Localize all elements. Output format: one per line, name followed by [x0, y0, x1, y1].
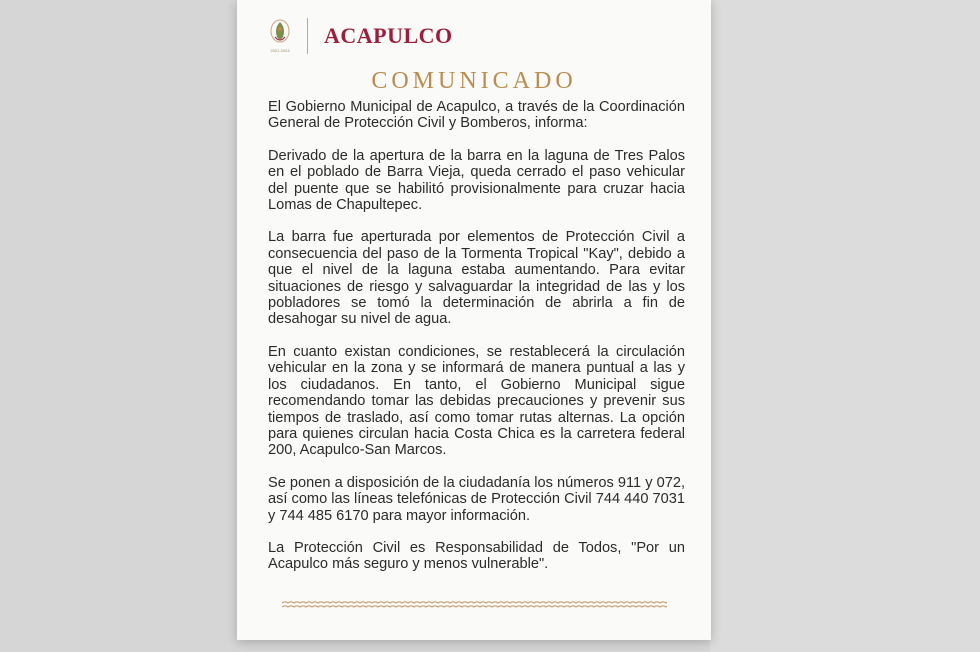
- document-header: [267, 16, 453, 56]
- paragraph-contact: Se ponen a disposición de la ciudadanía los números 911 y 072, así como las líneas telefónicas de Protección Civil 744 440 7031 y 744 485 6170 para mayor información.: [268, 474, 685, 524]
- document-sheet: [237, 0, 711, 640]
- header-divider: [307, 18, 308, 54]
- brand-name: ACAPULCO: [324, 23, 453, 48]
- seal-years: 2021-2024: [270, 48, 290, 53]
- document-title: COMUNICADO: [371, 68, 577, 94]
- paragraph-closure: Derivado de la apertura de la barra en la laguna de Tres Palos en el poblado de Barra Vieja, queda cerrado el paso vehicular del puente que se habilitó provisionalmente para cruzar hacia Lomas de Chapultepec.: [268, 147, 685, 214]
- document-body: [268, 99, 685, 589]
- paragraph-reason: La barra fue aperturada por elementos de Protección Civil a consecuencia del paso de la Tormenta Tropical "Kay", debido a que el nivel de la laguna estaba aumentando. Para evitar situaciones de riesgo y salvaguardar la integridad de las y los pobladores se tomó la determinación de abrirla a fin de desahogar su nivel de agua.: [268, 229, 685, 328]
- decorative-wave-divider: [282, 599, 667, 611]
- paragraph-slogan: La Protección Civil es Responsabilidad de Todos, "Por un Acapulco más seguro y menos vulnerable".: [268, 539, 685, 573]
- background-right: [710, 0, 980, 652]
- municipal-seal-icon: [267, 17, 293, 55]
- paragraph-recommendations: En cuanto existan condiciones, se restablecerá la circulación vehicular en la zona y se informará de manera puntual a las y los ciudadanos. En tanto, el Gobierno Municipal sigue recomendando tomar las debidas precauciones y prevenir sus tiempos de traslado, así como tomar rutas alternas. La opción para quienes circulan hacia Costa Chica es la carretera federal 200, Acapulco-San Marcos.: [268, 343, 685, 459]
- paragraph-intro: El Gobierno Municipal de Acapulco, a través de la Coordinación General de Protección Civil y Bomberos, informa:: [268, 99, 685, 132]
